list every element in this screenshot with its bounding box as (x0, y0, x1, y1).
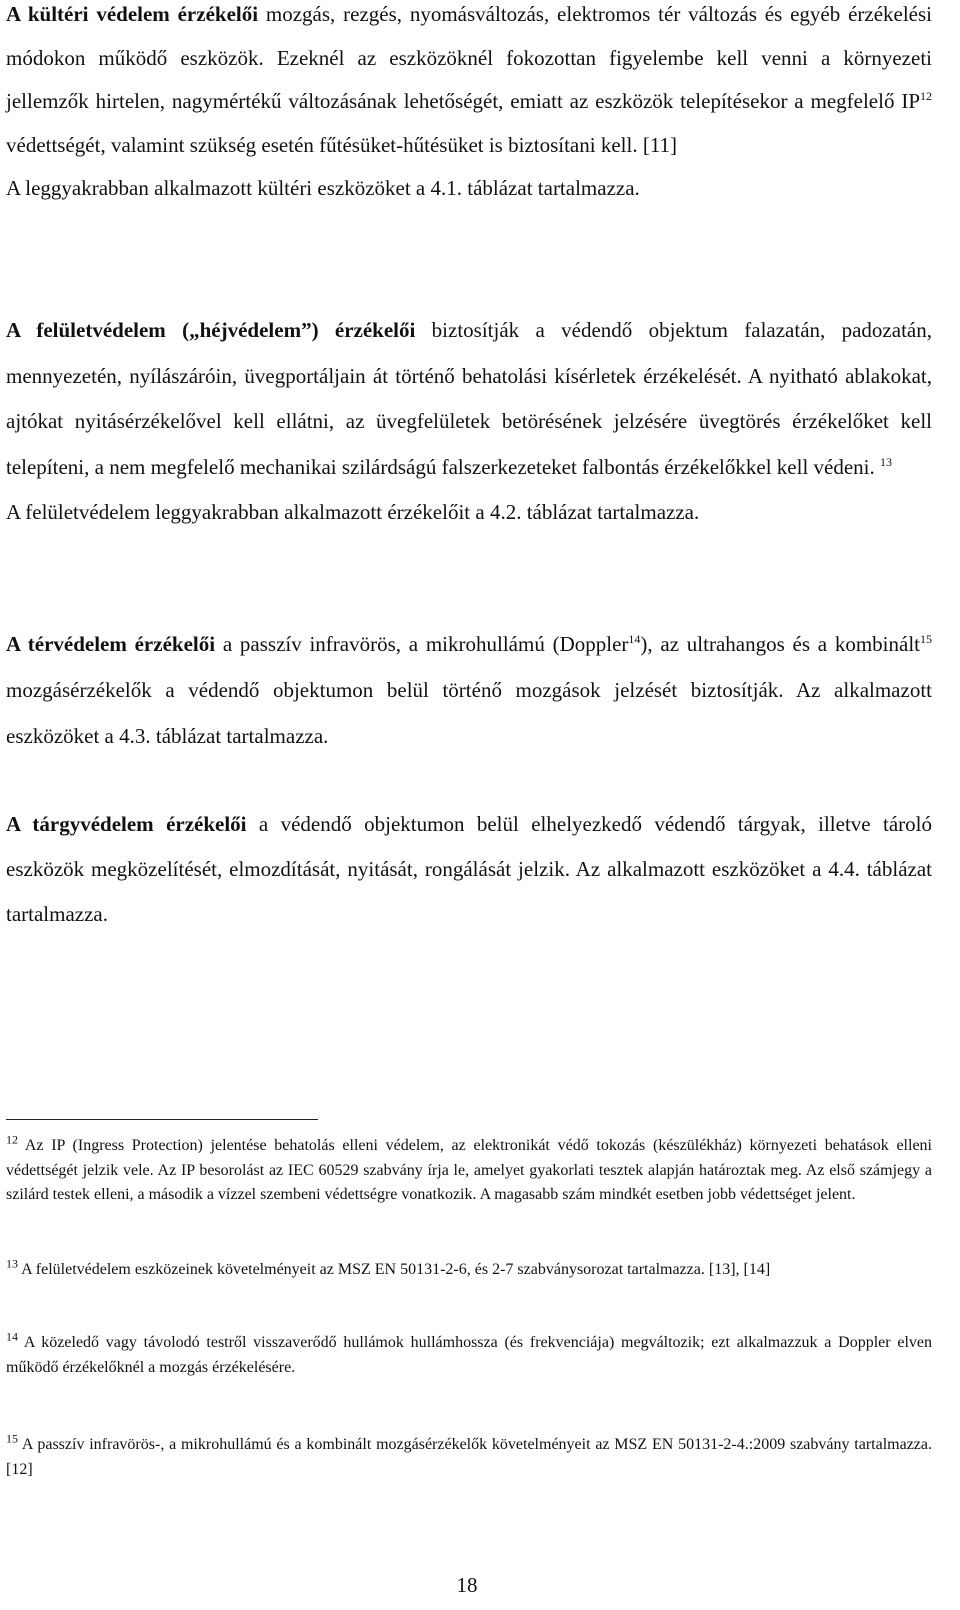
paragraph-object-sensors (6, 802, 932, 937)
footnote-number: 13 (6, 1256, 18, 1271)
footnote-ref-15: 15 (920, 632, 932, 646)
footnote-13 (6, 1258, 932, 1283)
footnote-text: A felületvédelem eszközeinek követelményeit az MSZ EN 50131-2-6, és 2-7 szabványsorozat tartalmazza. [13], [14] (18, 1261, 771, 1278)
footnote-ref-14: 14 (628, 632, 641, 646)
paragraph-lead: A tárgyvédelem érzékelői (6, 812, 247, 836)
footnote-text: Az IP (Ingress Protection) jelentése behatolás elleni védelem, az elektronikát védő tokozás (készülékház) környezeti behatások elleni védettségét jelzik vele. Az IP besorolást az IEC 60529 szabvány írja le, amelyet gyakorlati tesztek alapján határoztak meg. Az első számjegy a szilárd testek elleni, a második a vízzel szembeni védettségre vonatkozik. A magasabb szám mindkét esetben jobb védettséget jelent. (6, 1137, 932, 1203)
footnote-number: 12 (6, 1132, 18, 1147)
footnote-14 (6, 1331, 932, 1380)
paragraph-text: mozgásérzékelők a védendő objektumon belül történő mozgások jelzését biztosítják. Az alkalmazott eszközöket a 4.3. táblázat tartalmazza. (6, 678, 932, 748)
paragraph-text: a passzív infravörös, a mikrohullámú (Doppler (215, 632, 629, 656)
paragraph-lead: A kültéri védelem érzékelői (6, 2, 259, 26)
footnote-12 (6, 1134, 932, 1208)
paragraph-lead: A térvédelem érzékelői (6, 632, 216, 656)
paragraph-text: mozgás, rezgés, nyomásváltozás, elektromos tér változás és egyéb érzékelési módokon működő eszközök. Ezeknél az eszközöknél fokozottan figyelembe kell venni a környezeti jellemzők hirtelen, nagymértékű változásának lehetőségét, emiatt az eszközök telepítésekor a megfelelő IP (6, 2, 933, 114)
paragraph-text: A leggyakrabban alkalmazott kültéri eszközöket a 4.1. táblázat tartalmazza. (6, 176, 640, 201)
paragraph-space-sensors (6, 621, 932, 759)
paragraph-text: A felületvédelem leggyakrabban alkalmazott érzékelőit a 4.2. táblázat tartalmazza. (6, 500, 700, 524)
page-number: 18 (456, 1573, 478, 1597)
footnote-ref-12: 12 (920, 89, 932, 104)
paragraph-surface-sensors (6, 308, 932, 536)
paragraph-outdoor-sensors (6, 0, 932, 211)
paragraph-text: ), az ultrahangos és a kombinált (640, 632, 920, 656)
paragraph-text: a védendő objektumon belül elhelyezkedő védendő tárgyak, illetve tároló eszközök megközelítését, elmozdítását, nyitását, rongálását jelzik. Az alkalmazott eszközöket a 4.4. táblázat tartalmazza. (6, 812, 932, 926)
paragraph-text: védettségét, valamint szükség esetén fűtésüket-hűtésüket is biztosítani kell. [11] (6, 132, 678, 157)
footnote-number: 14 (6, 1329, 18, 1344)
footnote-ref-13: 13 (880, 454, 893, 469)
footnote-text: A passzív infravörös-, a mikrohullámú és a kombinált mozgásérzékelők követelményeit az MSZ EN 50131-2-4.:2009 szabvány tartalmazza. [12] (6, 1436, 932, 1478)
footnote-number: 15 (6, 1431, 18, 1446)
footnote-15 (6, 1433, 932, 1482)
footnote-separator (6, 1119, 318, 1120)
paragraph-lead: A felületvédelem („héjvédelem”) érzékelői (6, 318, 416, 342)
paragraph-text: biztosítják a védendő objektum falazatán, padozatán, mennyezetén, nyílászáróin, üvegportáljain át történő behatolási kísérletek érzékelését. A nyitható ablakokat, ajtókat nyitásérzékelővel kell ellátni, az üvegfelületek betörésének jelzésére üvegtörés érzékelőket kell telepíteni, a nem megfelelő mechanikai szilárdságú falszerkezeteket falbontás érzékelőkkel kell védeni. (6, 318, 932, 479)
footnote-text: A közeledő vagy távolodó testről visszaverődő hullámok hullámhossza (és frekvenciája) megváltozik; ezt alkalmazzuk a Doppler elven működő érzékelőknél a mozgás érzékelésére. (6, 1334, 932, 1376)
